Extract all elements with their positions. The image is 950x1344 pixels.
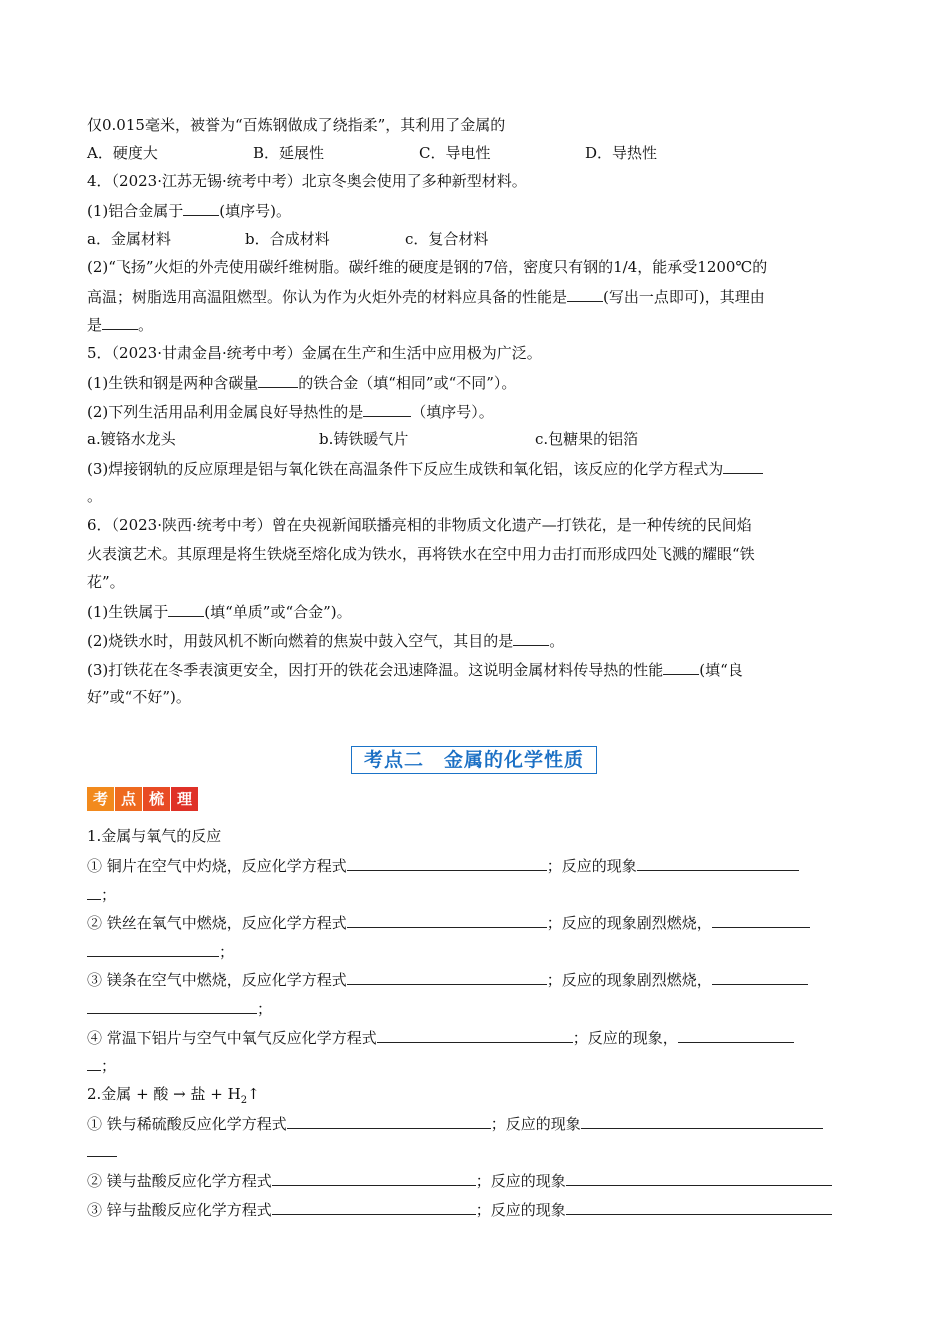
- badge-char: 考: [87, 787, 114, 811]
- part1-row4-cont: ；: [87, 1055, 116, 1076]
- q3-option-c: C．导电性: [419, 144, 491, 162]
- q5-part2: (2)下列生活用品利用金属良好导热性的是 （填序号）。: [87, 403, 494, 421]
- badge-char: 梳: [143, 787, 170, 811]
- answer-blank[interactable]: [347, 855, 547, 871]
- answer-blank[interactable]: [272, 1199, 476, 1215]
- answer-blank[interactable]: [272, 1170, 476, 1186]
- answer-blank[interactable]: [712, 969, 808, 985]
- badge-char: 理: [171, 787, 198, 811]
- answer-blank[interactable]: [87, 1055, 101, 1071]
- q5-options: [87, 429, 638, 449]
- answer-blank[interactable]: [168, 601, 204, 617]
- q6-part2: (2)烧铁水时，用鼓风机不断向燃着的焦炭中鼓入空气，其目的是 。: [87, 632, 565, 650]
- q6-part3: (3)打铁花在冬季表演更安全，因打开的铁花会迅速降温。这说明金属材料传导热的性能 (填“良: [87, 661, 743, 679]
- answer-blank[interactable]: [513, 630, 549, 646]
- answer-blank[interactable]: [87, 884, 101, 900]
- answer-blank[interactable]: [723, 458, 763, 474]
- answer-blank[interactable]: [678, 1027, 794, 1043]
- q5-stem: 5．（2023·甘肃金昌·统考中考）金属在生产和生活中应用极为广泛。: [87, 344, 542, 362]
- section-title: 考点二 金属的化学性质: [351, 746, 597, 774]
- answer-blank[interactable]: [258, 372, 298, 388]
- part1-title: 1.金属与氧气的反应: [87, 827, 222, 845]
- q6-part1: (1)生铁属于 (填“单质”或“合金”)。: [87, 603, 352, 621]
- answer-blank[interactable]: [581, 1113, 823, 1129]
- answer-blank[interactable]: [363, 401, 411, 417]
- part1-row3: ③ 镁条在空气中燃烧，反应化学方程式 ；反应的现象剧烈燃烧，: [87, 969, 808, 990]
- q6-part3-end: 好”或“不好”)。: [87, 688, 191, 706]
- part2-row2: ② 镁与盐酸反应化学方程式 ；反应的现象: [87, 1170, 832, 1191]
- part2-row1-cont: [87, 1141, 117, 1162]
- section-badge: [87, 787, 199, 811]
- part1-row2: ② 铁丝在氧气中燃烧，反应化学方程式 ；反应的现象剧烈燃烧，: [87, 912, 810, 933]
- answer-blank[interactable]: [377, 1027, 573, 1043]
- q3-option-b: B．延展性: [253, 144, 325, 162]
- answer-blank[interactable]: [712, 912, 810, 928]
- q5-option-a: a.镀铬水龙头: [87, 430, 176, 448]
- part1-row2-cont: ；: [87, 941, 234, 962]
- q4-stem: 4．（2023·江苏无锡·统考中考）北京冬奥会使用了多种新型材料。: [87, 172, 527, 190]
- q4-part2-line1: (2)“飞扬”火炬的外壳使用碳纤维树脂。碳纤维的硬度是钢的7倍，密度只有钢的1/4，能承受1200℃的: [87, 258, 768, 276]
- part2-row3: ③ 锌与盐酸反应化学方程式 ；反应的现象: [87, 1199, 832, 1220]
- badge-char: 点: [115, 787, 142, 811]
- q4-option-b: b．合成材料: [245, 230, 330, 248]
- q5-option-c: c.包糖果的铝箔: [535, 430, 639, 448]
- q5-option-b: b.铸铁暖气片: [319, 430, 409, 448]
- answer-blank[interactable]: [102, 314, 138, 330]
- answer-blank[interactable]: [663, 659, 699, 675]
- q4-options: [87, 229, 488, 249]
- q3-options: [87, 143, 657, 163]
- q6-stem-line2: 火表演艺术。其原理是将生铁烧至熔化成为铁水，再将铁水在空中用力击打而形成四处飞溅的耀眼“铁: [87, 545, 755, 563]
- answer-blank[interactable]: [347, 969, 547, 985]
- answer-blank[interactable]: [183, 200, 219, 216]
- q6-stem-line1: 6．（2023·陕西·统考中考）曾在央视新闻联播亮相的非物质文化遗产—打铁花，是一种传统的民间焰: [87, 516, 752, 534]
- answer-blank[interactable]: [566, 1199, 832, 1215]
- answer-blank[interactable]: [347, 912, 547, 928]
- q4-option-c: c．复合材料: [405, 230, 489, 248]
- answer-blank[interactable]: [287, 1113, 491, 1129]
- q3-text-line: 仅0.015毫米，被誉为“百炼钢做成了绕指柔”，其利用了金属的: [87, 116, 506, 134]
- q3-option-d: D．导热性: [585, 144, 658, 162]
- q3-option-a: A．硬度大: [87, 144, 158, 162]
- part1-row1: ① 铜片在空气中灼烧，反应化学方程式 ；反应的现象: [87, 855, 799, 876]
- answer-blank[interactable]: [567, 286, 603, 302]
- answer-blank[interactable]: [87, 1141, 117, 1157]
- q4-part2-line2: 高温；树脂选用高温阻燃型。你认为作为火炬外壳的材料应具备的性能是 (写出一点即可)，其理由: [87, 288, 765, 306]
- part2-row1: ① 铁与稀硫酸反应化学方程式 ；反应的现象: [87, 1113, 823, 1134]
- answer-blank[interactable]: [87, 941, 219, 957]
- q5-part1: (1)生铁和钢是两种含碳量 的铁合金（填“相同”或“不同”）。: [87, 374, 517, 392]
- q4-option-a: a．金属材料: [87, 230, 171, 248]
- answer-blank[interactable]: [87, 998, 257, 1014]
- q5-part3-end: 。: [87, 487, 103, 505]
- q4-part2-line3: 是 。: [87, 316, 154, 334]
- answer-blank[interactable]: [566, 1170, 832, 1186]
- q4-part1: (1)铝合金属于 (填序号)。: [87, 202, 291, 220]
- part1-row3-cont: ；: [87, 998, 272, 1019]
- part1-row1-cont: ；: [87, 884, 116, 905]
- q5-part3: (3)焊接钢轨的反应原理是铝与氧化铁在高温条件下反应生成铁和氧化铝，该反应的化学方程式为: [87, 458, 763, 479]
- part2-title: 2.金属 + 酸 → 盐 + $H_2↑$: [87, 1085, 260, 1106]
- answer-blank[interactable]: [637, 855, 799, 871]
- part1-row4: ④ 常温下铝片与空气中氧气反应化学方程式 ；反应的现象，: [87, 1027, 794, 1048]
- q6-stem-line3: 花”。: [87, 573, 125, 591]
